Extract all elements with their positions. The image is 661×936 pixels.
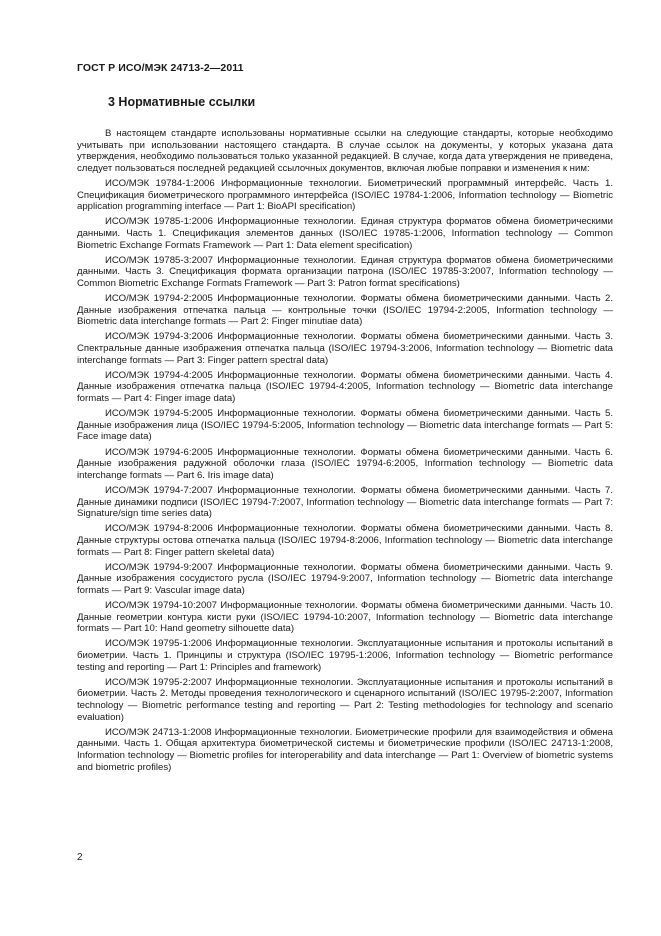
reference-item: ИСО/МЭК 19785-1:2006 Информационные технологии. Единая структура форматов обмена биометрическими данными. Часть 1. Спецификация элементов данных (ISO/IEC 19785-1:2006, Information technology — Common Biometric Exchange Formats Framework — Part 1: Data element specification) bbox=[77, 216, 613, 251]
reference-item: ИСО/МЭК 19794-4:2005 Информационные технологии. Форматы обмена биометрическими данными. Часть 4. Данные изображения отпечатка пальца (ISO/IEC 19794-4:2005, Information technology — Biometric data interchange formats — Part 4: Finger image data) bbox=[77, 369, 613, 405]
reference-item: ИСО/МЭК 19794-9:2007 Информационные технологии. Форматы обмена биометрическими данными. Часть 9. Данные изображения сосудистого русла (ISO/IEC 19794-9:2007, Information technology — Biometric data interchange formats — Part 9: Vascular image data) bbox=[77, 561, 613, 596]
reference-item: ИСО/МЭК 19795-2:2007 Информационные технологии. Эксплуатационные испытания и протоколы испытаний в биометрии. Часть 2. Методы проведения технологического и сценарного испытаний (ISO/IEC 19795-2:2007, Information technology — Biometric performance testing and reporting — Part 2: Testing methodologies for technology and scenario evaluation) bbox=[77, 676, 613, 723]
intro-paragraph: В настоящем стандарте использованы нормативные ссылки на следующие стандарты, которые необходимо учитывать при использовании настоящего стандарта. В случае ссылок на документы, у которых указана дата утверждения, необходимо пользоваться только указанной редакцией. В случае, когда дата утверждения не приведена, следует пользоваться последней редакцией ссылочных документов, включая любые поправки и изменения к ним: bbox=[77, 128, 613, 174]
reference-item: ИСО/МЭК 19794-8:2006 Информационные технологии. Форматы обмена биометрическими данными. Часть 8. Данные структуры остова отпечатка пальца (ISO/IEC 19794-8:2006, Information technology — Biometric data interchange formats — Part 8: Finger pattern skeletal data) bbox=[77, 523, 613, 558]
reference-item: ИСО/МЭК 19784-1:2006 Информационные технологии. Биометрический программный интерфейс. Часть 1. Спецификация биометрического программного интерфейса (ISO/IEC 19784-1:2006, Information technology — Biometric application programming interface — Part 1: BioAPI specification) bbox=[77, 177, 613, 213]
reference-item: ИСО/МЭК 19794-7:2007 Информационные технологии. Форматы обмена биометрическими данными. Часть 7. Данные динамики подписи (ISO/IEC 19794-7:2007, Information technology — Biometric data interchange formats — Part 7: Signature/sign time series data) bbox=[77, 484, 613, 520]
reference-item: ИСО/МЭК 19794-2:2005 Информационные технологии. Форматы обмена биометрическими данными. Часть 2. Данные изображения отпечатка пальца — контрольные точки (ISO/IEC 19794-2:2005, Information technology — Biometric data interchange formats — Part 2: Finger minutiae data) bbox=[77, 293, 613, 328]
reference-item: ИСО/МЭК 19794-3:2006 Информационные технологии. Форматы обмена биометрическими данными. Часть 3. Спектральные данные изображения отпечатка пальца (ISO/IEC 19794-3:2006, Information technology — Biometric data interchange formats — Part 3: Finger pattern spectral data) bbox=[77, 331, 613, 366]
reference-item: ИСО/МЭК 19794-10:2007 Информационные технологии. Форматы обмена биометрическими данными. Часть 10. Данные геометрии контура кисти руки (ISO/IEC 19794-10:2007, Information technology — Biometric data interchange formats — Part 10: Hand geometry silhouette data) bbox=[77, 600, 613, 635]
reference-item: ИСО/МЭК 19794-5:2005 Информационные технологии. Форматы обмена биометрическими данными. Часть 5. Данные изображения лица (ISO/IEC 19794-5:2005, Information technology — Biometric data interchange formats — Part 5: Face image data) bbox=[77, 408, 613, 443]
reference-item: ИСО/МЭК 24713-1:2008 Информационные технологии. Биометрические профили для взаимодействия и обмена данными. Часть 1. Общая архитектура биометрической системы и биометрические профили (ISO/IEC 24713-1:2008, Information technology — Biometric profiles for interoperability and data interchange — Part 1: Overview of biometric systems and biometric profiles) bbox=[77, 726, 613, 773]
document-header: ГОСТ Р ИСО/МЭК 24713-2—2011 bbox=[77, 62, 244, 74]
section-body bbox=[77, 128, 613, 777]
section-title: 3 Нормативные ссылки bbox=[108, 95, 256, 109]
reference-item: ИСО/МЭК 19785-3:2007 Информационные технологии. Единая структура форматов обмена биометрическими данными. Часть 3. Спецификация формата организации патрона (ISO/IEC 19785-3:2007, Information technology — Common Biometric Exchange Formats Framework — Part 3: Patron format specifications) bbox=[77, 254, 613, 289]
reference-item: ИСО/МЭК 19794-6:2005 Информационные технологии. Форматы обмена биометрическими данными. Часть 6. Данные изображения радужной оболочки глаза (ISO/IEC 19794-6:2005, Information technology — Biometric data interchange formats — Part 6. Iris image data) bbox=[77, 446, 613, 481]
page-number: 2 bbox=[77, 852, 83, 863]
reference-item: ИСО/МЭК 19795-1:2006 Информационные технологии. Эксплуатационные испытания и протоколы испытаний в биометрии. Часть 1. Принципы и структура (ISO/IEC 19795-1:2006, Information technology — Biometric performance testing and reporting — Part 1: Principles and framework) bbox=[77, 638, 613, 673]
